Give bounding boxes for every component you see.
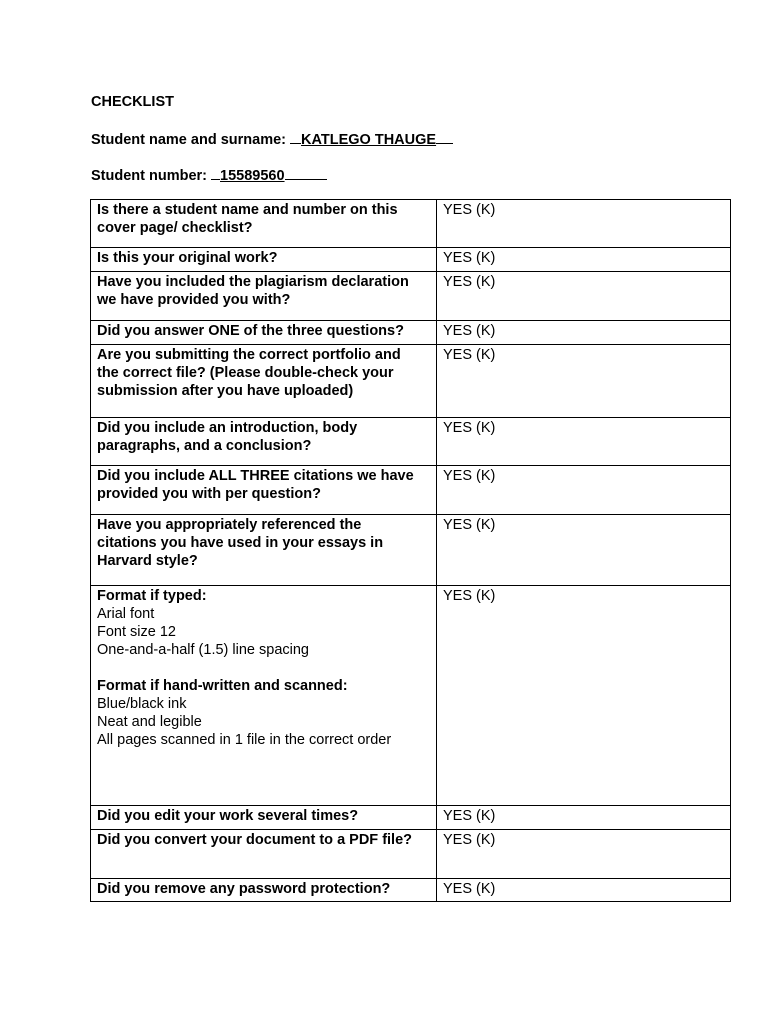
student-name-underline-lead [290, 129, 301, 144]
spacer [97, 659, 430, 677]
question-line: Did you include an introduction, body [97, 420, 358, 436]
checklist-question [91, 321, 437, 345]
student-number-field [91, 165, 327, 185]
checklist-answer: YES (K) [437, 248, 731, 272]
format-item: Neat and legible [97, 714, 202, 730]
format-hand-heading: Format if hand-written and scanned: [97, 678, 348, 694]
table-row [91, 418, 731, 466]
checklist-answer: YES (K) [437, 515, 731, 586]
question-line: paragraphs, and a conclusion? [97, 438, 312, 454]
checklist-question [91, 200, 437, 248]
question-line: Is this your original work? [97, 250, 278, 266]
question-line: the correct file? (Please double-check your [97, 365, 394, 381]
student-name-label: Student name and surname: [91, 132, 286, 148]
table-row [91, 272, 731, 321]
checklist-table [90, 199, 731, 902]
checklist-answer: YES (K) [437, 806, 731, 830]
table-row [91, 248, 731, 272]
student-name-underline-trail [436, 129, 453, 144]
checklist-question [91, 272, 437, 321]
question-line: Did you include ALL THREE citations we have [97, 468, 414, 484]
format-typed-heading: Format if typed: [97, 588, 207, 604]
checklist-answer: YES (K) [437, 418, 731, 466]
question-line: submission after you have uploaded) [97, 383, 354, 399]
document-title: CHECKLIST [91, 94, 174, 110]
student-number-label: Student number: [91, 168, 207, 184]
checklist-question [91, 248, 437, 272]
checklist-answer: YES (K) [437, 586, 731, 806]
checklist-answer: YES (K) [437, 345, 731, 418]
table-row [91, 466, 731, 515]
question-line: Did you remove any password protection? [97, 881, 391, 897]
question-line: Did you answer ONE of the three questions? [97, 323, 404, 339]
table-row [91, 586, 731, 806]
format-item: Blue/black ink [97, 696, 187, 712]
question-line: Did you convert your document to a PDF file? [97, 832, 412, 848]
question-line: Have you included the plagiarism declaration [97, 274, 409, 290]
table-row [91, 321, 731, 345]
question-line: citations you have used in your essays in [97, 535, 384, 551]
question-line: cover page/ checklist? [97, 220, 253, 236]
checklist-question [91, 418, 437, 466]
format-item: One-and-a-half (1.5) line spacing [97, 642, 309, 658]
checklist-answer: YES (K) [437, 466, 731, 515]
checklist-question [91, 806, 437, 830]
checklist-question [91, 466, 437, 515]
table-row [91, 345, 731, 418]
question-line: Have you appropriately referenced the [97, 517, 362, 533]
question-line: Harvard style? [97, 553, 198, 569]
question-line: Is there a student name and number on this [97, 202, 398, 218]
student-number-underline-lead [211, 165, 220, 180]
checklist-question [91, 345, 437, 418]
table-row [91, 806, 731, 830]
format-item: Font size 12 [97, 624, 176, 640]
student-name-field [91, 129, 453, 149]
checklist-question [91, 879, 437, 902]
student-number-underline-trail [285, 165, 327, 180]
table-row [91, 879, 731, 902]
question-line: Are you submitting the correct portfolio and [97, 347, 401, 363]
question-line: provided you with per question? [97, 486, 321, 502]
table-row [91, 830, 731, 879]
checklist-question [91, 515, 437, 586]
checklist-answer: YES (K) [437, 272, 731, 321]
student-number-value: 15589560 [220, 168, 285, 184]
table-row [91, 515, 731, 586]
format-item: All pages scanned in 1 file in the correct order [97, 732, 392, 748]
checklist-answer: YES (K) [437, 830, 731, 879]
checklist-answer: YES (K) [437, 879, 731, 902]
student-name-value: KATLEGO THAUGE [301, 132, 437, 148]
question-line: Did you edit your work several times? [97, 808, 359, 824]
checklist-question [91, 830, 437, 879]
format-item: Arial font [97, 606, 155, 622]
checklist-question-format [91, 586, 437, 806]
checklist-answer: YES (K) [437, 200, 731, 248]
table-row [91, 200, 731, 248]
question-line: we have provided you with? [97, 292, 291, 308]
checklist-answer: YES (K) [437, 321, 731, 345]
